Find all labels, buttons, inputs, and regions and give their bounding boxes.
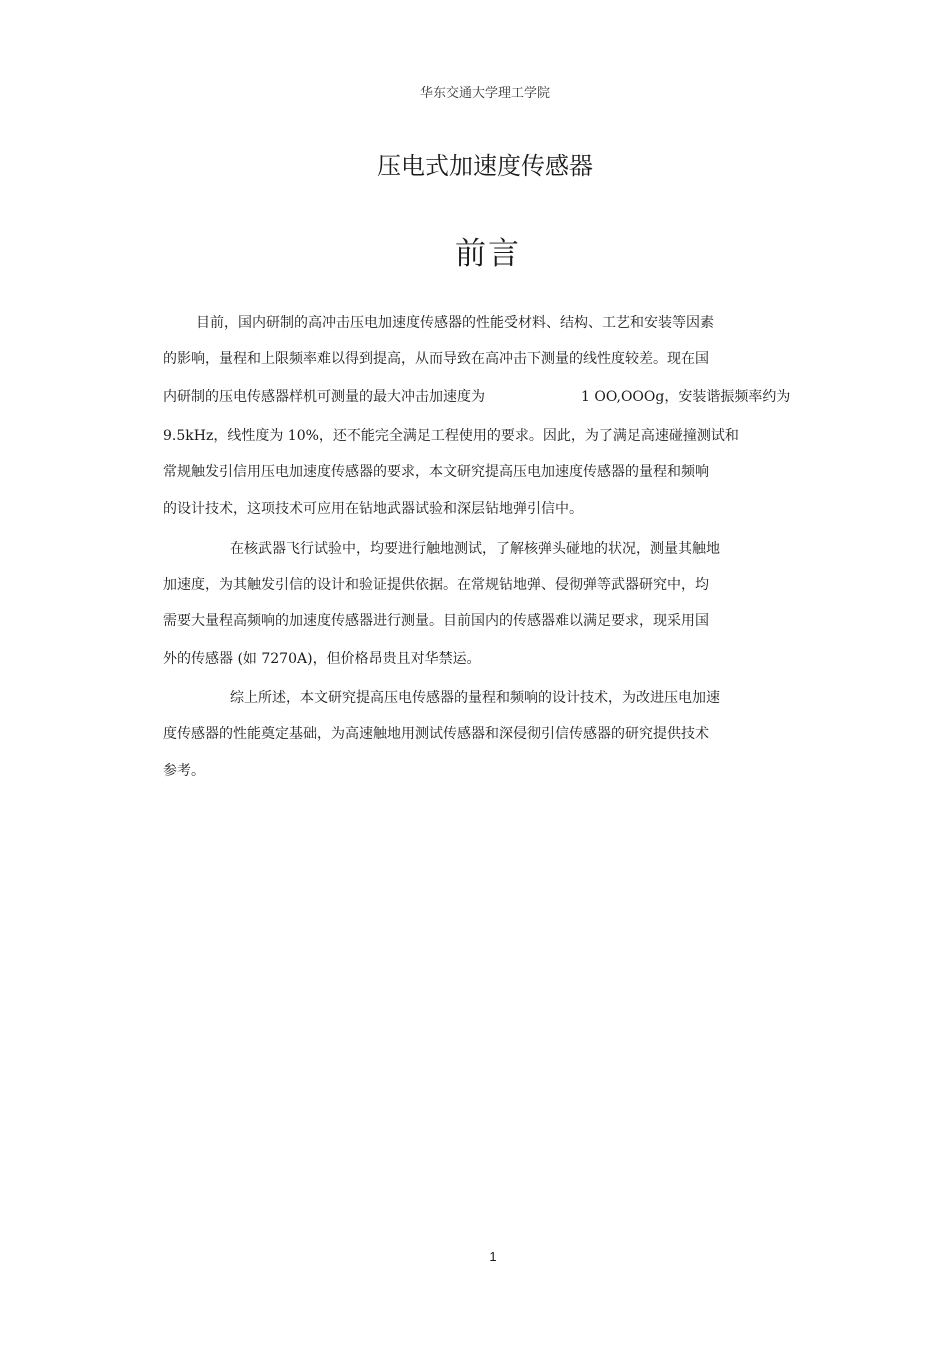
paragraph-line: 的设计技术，这项技术可应用在钻地武器试验和深层钻地弹引信中。 bbox=[163, 501, 583, 517]
paragraph-line: 度传感器的性能奠定基础，为高速触地用测试传感器和深侵彻引信传感器的研究提供技术 bbox=[163, 726, 709, 742]
paragraph-line: 需要大量程高频响的加速度传感器进行测量。目前国内的传感器难以满足要求，现采用国 bbox=[163, 613, 709, 629]
paragraph-line: 的影响，量程和上限频率难以得到提高，从而导致在高冲击下测量的线性度较差。现在国 bbox=[163, 351, 709, 367]
paragraph-line: 在核武器飞行试验中，均要进行触地测试，了解核弹头碰地的状况，测量其触地 bbox=[230, 541, 720, 557]
paragraph-line: 目前，国内研制的高冲击压电加速度传感器的性能受材料、结构、工艺和安装等因素 bbox=[196, 315, 714, 331]
paragraph-line: 常规触发引信用压电加速度传感器的要求，本文研究提高压电加速度传感器的量程和频响 bbox=[163, 464, 709, 480]
paragraph-line: 参考。 bbox=[163, 763, 205, 779]
paragraph-line: 外的传感器 (如 7270A)，但价格昂贵且对华禁运。 bbox=[163, 651, 481, 667]
page-header: 华东交通大学理工学院 bbox=[419, 86, 550, 101]
paragraph-line-continuation: 1 OO,OOOg，安装谐振频率约为 bbox=[581, 389, 791, 405]
document-title: 压电式加速度传感器 bbox=[377, 152, 593, 180]
paragraph-line: 9.5kHz，线性度为 10%，还不能完全满足工程使用的要求。因此，为了满足高速碰撞测试和 bbox=[163, 428, 739, 444]
page-number: 1 bbox=[489, 1249, 497, 1264]
paragraph-line: 加速度，为其触发引信的设计和验证提供依据。在常规钻地弹、侵彻弹等武器研究中，均 bbox=[163, 577, 709, 593]
section-title: 前言 bbox=[455, 236, 521, 272]
paragraph-line: 综上所述，本文研究提高压电传感器的量程和频响的设计技术，为改进压电加速 bbox=[230, 690, 720, 706]
paragraph-line: 内研制的压电传感器样机可测量的最大冲击加速度为 bbox=[163, 389, 485, 405]
